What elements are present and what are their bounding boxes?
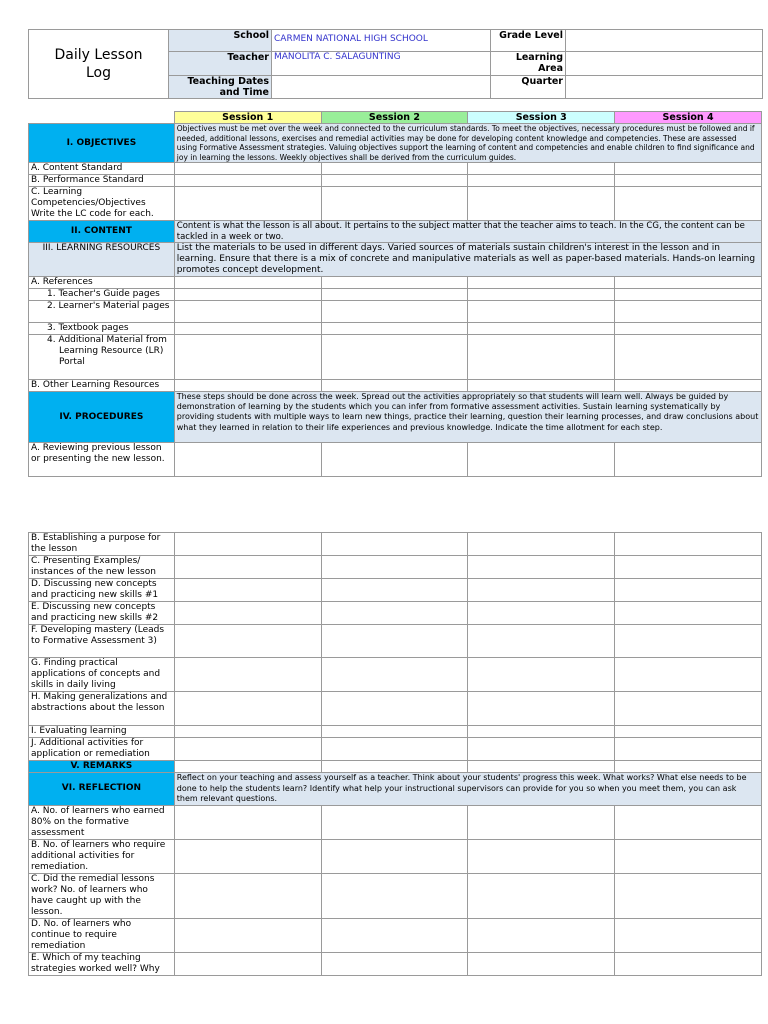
procedure-a-label: A. Reviewing previous lesson or presenting the new lesson. xyxy=(29,443,175,477)
procedure-i-label: I. Evaluating learning xyxy=(29,726,175,738)
textbook-pages-label: 3. Textbook pages xyxy=(29,323,175,335)
cell[interactable] xyxy=(321,175,468,187)
session-2-header: Session 2 xyxy=(321,112,468,124)
cell[interactable] xyxy=(615,579,762,602)
header-table xyxy=(28,29,763,99)
cell[interactable] xyxy=(321,738,468,761)
cell[interactable] xyxy=(615,761,762,773)
procedure-f-label: F. Developing mastery (Leads to Formative Assessment 3) xyxy=(29,625,175,658)
cell[interactable] xyxy=(468,187,615,221)
cell[interactable] xyxy=(321,323,468,335)
teaching-dates-value[interactable] xyxy=(272,75,491,98)
additional-material-line-1: 4. Additional Material from xyxy=(47,335,167,345)
cell[interactable] xyxy=(615,289,762,301)
cell[interactable] xyxy=(468,602,615,625)
reflection-b-label: B. No. of learners who require additional activities for remediation. xyxy=(29,839,175,873)
procedures-description: These steps should be done across the week. Spread out the activities appropriately so that students will learn well. Always be guided by demonstration of learning by the students which you can infer from formative assessment activities. Sustain learning systematically by providing students with multiple ways to learn new things, practice their learning, question their learning processes, and draw conclusions about what they learned in relation to their life experiences and previous knowledge. Indicate the time allotment for each step. xyxy=(174,392,761,443)
cell[interactable] xyxy=(468,301,615,323)
cell[interactable] xyxy=(615,658,762,692)
cell[interactable] xyxy=(321,301,468,323)
cell[interactable] xyxy=(174,726,321,738)
additional-material-line-2: Learning Resource (LR) Portal xyxy=(59,346,164,367)
cell[interactable] xyxy=(321,579,468,602)
school-label: School xyxy=(169,30,272,52)
cell[interactable] xyxy=(174,187,321,221)
cell[interactable] xyxy=(174,805,321,839)
learning-resources-heading: III. LEARNING RESOURCES xyxy=(29,243,175,277)
cell[interactable] xyxy=(468,761,615,773)
cell[interactable] xyxy=(468,380,615,392)
cell[interactable] xyxy=(174,625,321,658)
cell[interactable] xyxy=(321,163,468,175)
procedure-e-label: E. Discussing new concepts and practicing new skills #2 xyxy=(29,602,175,625)
grade-level-label: Grade Level xyxy=(491,30,566,52)
cell[interactable] xyxy=(468,579,615,602)
cell[interactable] xyxy=(615,533,762,556)
cell[interactable] xyxy=(615,625,762,658)
cell[interactable] xyxy=(615,839,762,873)
session-header-row xyxy=(29,112,762,124)
reflection-a-label: A. No. of learners who earned 80% on the formative assessment xyxy=(29,805,175,839)
cell[interactable] xyxy=(468,738,615,761)
cell[interactable] xyxy=(321,187,468,221)
reflection-e-label: E. Which of my teaching strategies worked well? Why xyxy=(29,952,175,975)
title-line-1: Daily Lesson xyxy=(54,47,143,63)
cell[interactable] xyxy=(174,579,321,602)
cell[interactable] xyxy=(174,301,321,323)
cell[interactable] xyxy=(468,952,615,975)
cell[interactable] xyxy=(174,738,321,761)
cell[interactable] xyxy=(174,335,321,380)
cell[interactable] xyxy=(615,335,762,380)
learners-material-label xyxy=(29,301,175,323)
cell[interactable] xyxy=(321,839,468,873)
cell[interactable] xyxy=(468,918,615,952)
cell[interactable] xyxy=(174,692,321,726)
cell[interactable] xyxy=(174,873,321,918)
title-line-2: Log xyxy=(85,65,111,81)
procedure-g-label: G. Finding practical applications of concepts and skills in daily living xyxy=(29,658,175,692)
cell[interactable] xyxy=(615,738,762,761)
cell[interactable] xyxy=(615,918,762,952)
cell[interactable] xyxy=(615,692,762,726)
content-description: Content is what the lesson is all about. It pertains to the subject matter that the teacher aims to teach. In the CG, the content can be tackled in a week or two. xyxy=(174,221,761,243)
cell[interactable] xyxy=(615,726,762,738)
cell[interactable] xyxy=(321,873,468,918)
learning-resources-description: List the materials to be used in different days. Varied sources of materials sustain children's interest in the lesson and in learning. Ensure that there is a mix of concrete and manipulative materials as well as paper-based materials. Hands-on learning promotes concept development. xyxy=(174,243,761,277)
cell[interactable] xyxy=(615,556,762,579)
empty-corner xyxy=(29,112,175,124)
objectives-heading: I. OBJECTIVES xyxy=(29,124,175,163)
additional-material-label xyxy=(29,335,175,380)
cell[interactable] xyxy=(468,556,615,579)
reflection-heading: VI. REFLECTION xyxy=(29,773,175,806)
cell[interactable] xyxy=(615,602,762,625)
cell[interactable] xyxy=(174,323,321,335)
cell[interactable] xyxy=(174,918,321,952)
learners-material-text: 2. Learner's Material pages xyxy=(47,301,170,311)
cell[interactable] xyxy=(321,380,468,392)
cell[interactable] xyxy=(615,163,762,175)
cell[interactable] xyxy=(174,602,321,625)
cell[interactable] xyxy=(615,952,762,975)
procedure-j-label: J. Additional activities for application or remediation xyxy=(29,738,175,761)
learning-area-label: Learning Area xyxy=(491,52,566,75)
learning-competencies-label: C. Learning Competencies/Objectives Write the LC code for each. xyxy=(29,187,175,221)
cell[interactable] xyxy=(321,625,468,658)
cell[interactable] xyxy=(468,625,615,658)
reflection-description: Reflect on your teaching and assess yourself as a teacher. Think about your students' progress this week. What works? What else needs to be done to help the students learn? Identify what help your instructional supervisors can provide for you so when you meet them, you can ask them relevant questions. xyxy=(174,773,761,806)
teacher-value[interactable]: MANOLITA C. SALAGUNTING xyxy=(272,52,491,75)
cell[interactable] xyxy=(321,658,468,692)
teachers-guide-label: 1. Teacher's Guide pages xyxy=(29,289,175,301)
cell[interactable] xyxy=(321,335,468,380)
cell[interactable] xyxy=(321,692,468,726)
cell[interactable] xyxy=(615,443,762,477)
cell[interactable] xyxy=(468,533,615,556)
document-title xyxy=(29,30,169,99)
cell[interactable] xyxy=(615,301,762,323)
procedures-heading: IV. PROCEDURES xyxy=(29,392,175,443)
cell[interactable] xyxy=(174,839,321,873)
procedure-b-label: B. Establishing a purpose for the lesson xyxy=(29,533,175,556)
cell[interactable] xyxy=(468,323,615,335)
lesson-table-part-1 xyxy=(28,111,762,477)
cell[interactable] xyxy=(321,602,468,625)
quarter-value[interactable] xyxy=(566,75,763,98)
cell[interactable] xyxy=(321,761,468,773)
school-value[interactable]: CARMEN NATIONAL HIGH SCHOOL xyxy=(272,30,491,52)
cell[interactable] xyxy=(615,805,762,839)
cell[interactable] xyxy=(468,658,615,692)
session-1-header: Session 1 xyxy=(174,112,321,124)
cell[interactable] xyxy=(615,277,762,289)
cell[interactable] xyxy=(615,187,762,221)
cell[interactable] xyxy=(174,658,321,692)
cell[interactable] xyxy=(321,277,468,289)
content-heading: II. CONTENT xyxy=(29,221,175,243)
cell[interactable] xyxy=(468,692,615,726)
cell[interactable] xyxy=(468,175,615,187)
cell[interactable] xyxy=(468,163,615,175)
cell[interactable] xyxy=(468,805,615,839)
cell[interactable] xyxy=(468,277,615,289)
cell[interactable] xyxy=(174,175,321,187)
cell[interactable] xyxy=(174,556,321,579)
cell[interactable] xyxy=(174,163,321,175)
quarter-label: Quarter xyxy=(491,75,566,98)
cell[interactable] xyxy=(615,175,762,187)
cell[interactable] xyxy=(321,533,468,556)
other-resources-label: B. Other Learning Resources xyxy=(29,380,175,392)
cell[interactable] xyxy=(321,289,468,301)
cell[interactable] xyxy=(174,289,321,301)
cell[interactable] xyxy=(468,443,615,477)
cell[interactable] xyxy=(174,277,321,289)
procedure-c-label: C. Presenting Examples/ instances of the new lesson xyxy=(29,556,175,579)
cell[interactable] xyxy=(321,556,468,579)
cell[interactable] xyxy=(468,289,615,301)
cell[interactable] xyxy=(321,805,468,839)
cell[interactable] xyxy=(174,380,321,392)
cell[interactable] xyxy=(321,443,468,477)
cell[interactable] xyxy=(321,726,468,738)
cell[interactable] xyxy=(468,335,615,380)
reflection-c-label: C. Did the remedial lessons work? No. of learners who have caught up with the lesson. xyxy=(29,873,175,918)
procedure-h-label: H. Making generalizations and abstractions about the lesson xyxy=(29,692,175,726)
cell[interactable] xyxy=(321,918,468,952)
cell[interactable] xyxy=(174,761,321,773)
remarks-heading: V. REMARKS xyxy=(29,761,175,773)
teaching-dates-label: Teaching Dates and Time xyxy=(169,75,272,98)
cell[interactable] xyxy=(615,873,762,918)
references-label: A. References xyxy=(29,277,175,289)
learning-area-value[interactable] xyxy=(566,52,763,75)
content-standard-label: A. Content Standard xyxy=(29,163,175,175)
session-4-header: Session 4 xyxy=(615,112,762,124)
grade-level-value[interactable] xyxy=(566,30,763,52)
cell[interactable] xyxy=(174,533,321,556)
cell[interactable] xyxy=(468,726,615,738)
lesson-table-part-2 xyxy=(28,532,762,976)
cell[interactable] xyxy=(174,952,321,975)
procedure-d-label: D. Discussing new concepts and practicing new skills #1 xyxy=(29,579,175,602)
cell[interactable] xyxy=(468,839,615,873)
cell[interactable] xyxy=(321,952,468,975)
cell[interactable] xyxy=(615,380,762,392)
session-3-header: Session 3 xyxy=(468,112,615,124)
cell[interactable] xyxy=(615,323,762,335)
cell[interactable] xyxy=(468,873,615,918)
reflection-d-label: D. No. of learners who continue to require remediation xyxy=(29,918,175,952)
cell[interactable] xyxy=(174,443,321,477)
objectives-description: Objectives must be met over the week and connected to the curriculum standards. To meet the objectives, necessary procedures must be followed and if needed, additional lessons, exercises and remedial activities may be done for developing content knowledge and competencies. These are assessed using Formative Assessment strategies. Valuing objectives support the learning of content and competencies and enable children to find significance and joy in learning the lessons. Weekly objectives shall be derived from the curriculum guides. xyxy=(174,124,761,163)
teacher-label: Teacher xyxy=(169,52,272,75)
performance-standard-label: B. Performance Standard xyxy=(29,175,175,187)
